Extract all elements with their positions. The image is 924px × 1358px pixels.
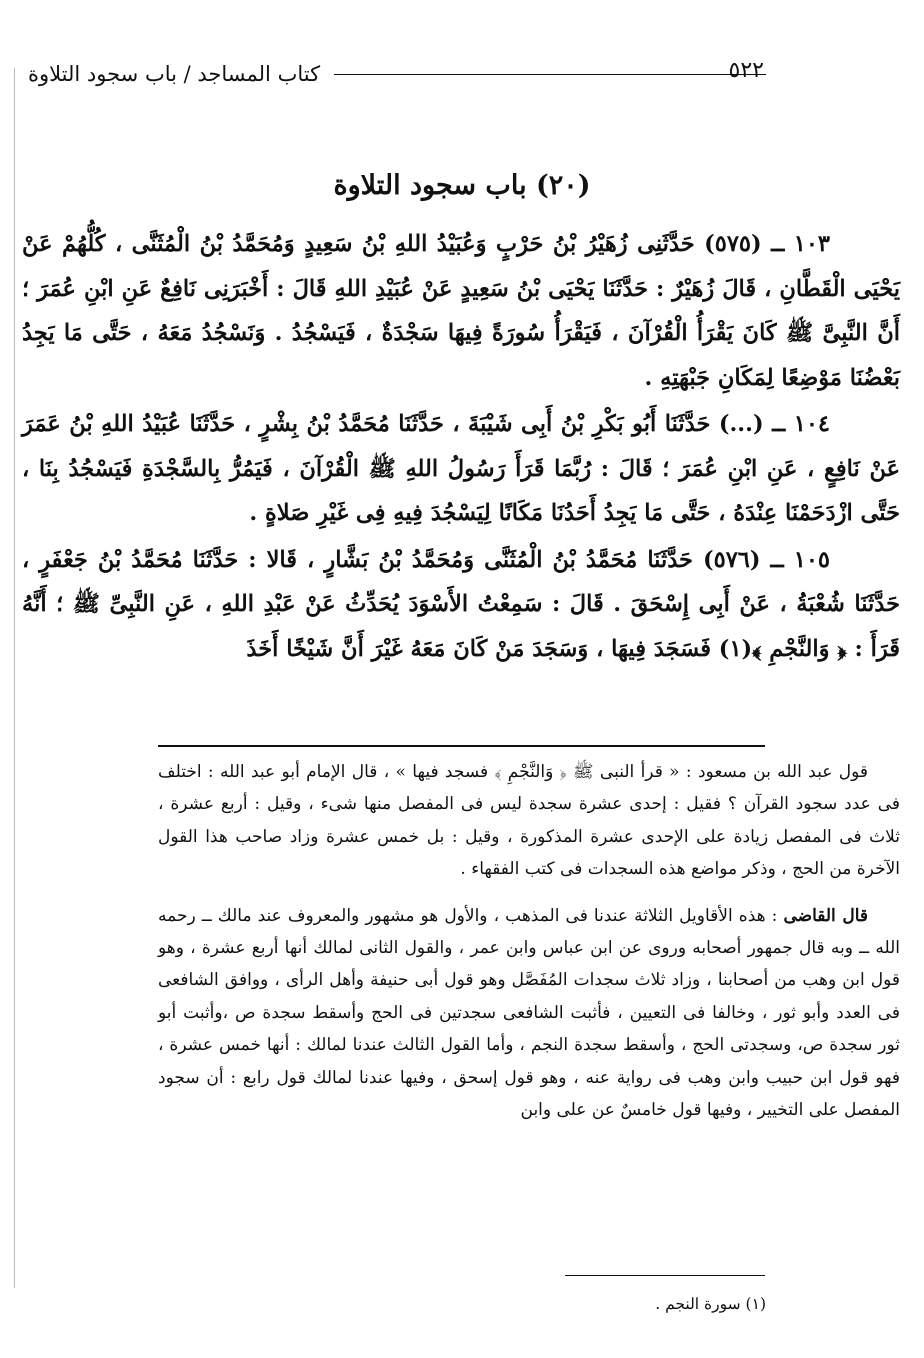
footnote: (١) سورة النجم . xyxy=(655,1295,766,1313)
hadith-104: ١٠٤ ــ (...) حَدَّثَنَا أَبُو بَكْرِ بْنُ أَبِى شَيْبَةَ ، حَدَّثَنَا مُحَمَّدُ بْنُ بِشْرٍ ، حَدَّثَنَا عُبَيْدُ اللهِ بْنُ عَمَرَ عَنْ نَافِعٍ ، عَنِ ابْنِ عُمَرَ ؛ قَالَ : رُبَّمَا قَرَأَ رَسُولُ اللهِ ﷺ الْقُرْآنَ ، فَيَمُرُّ بِالسَّجْدَةِ فَيَسْجُدُ بِنَا ، حَتَّى ازْدَحَمْنَا عِنْدَهُ ، حَتَّى مَا يَجِدُ أَحَدُنَا مَكَانًا لِيَسْجُدَ فِيهِ فِى غَيْرِ صَلاةٍ . xyxy=(22,411,900,526)
hadith-103: ١٠٣ ــ (٥٧٥) حَدَّثَنِى زُهَيْرُ بْنُ حَرْبٍ وَعُبَيْدُ اللهِ بْنُ سَعِيدٍ وَمُحَمَّدُ بْنُ الْمُثَنَّى ، كُلُّهُمْ عَنْ يَحْيَى الْقَطَّانِ ، قَالَ زُهَيْرٌ : حَدَّثَنَا يَحْيَى بْنُ سَعِيدٍ عَنْ عُبَيْدِ اللهِ قَالَ : أَخْبَرَنِى نَافِعٌ عَنِ ابْنِ عُمَرَ ؛ أَنَّ النَّبِىَّ ﷺ كَانَ يَقْرَأُ الْقُرْآنَ ، فَيَقْرَأُ سُورَةً فِيهَا سَجْدَةٌ ، فَيَسْجُدُ . وَنَسْجُدُ مَعَهُ ، حَتَّى مَا يَجِدُ بَعْضُنَا مَوْضِعًا لِمَكَانِ جَبْهَتِهِ . xyxy=(22,231,900,391)
chapter-title: (٢٠) باب سجود التلاوة xyxy=(333,170,591,201)
running-header xyxy=(28,54,766,94)
commentary-paragraph xyxy=(158,756,900,886)
commentary-lead: قال القاضى xyxy=(783,905,869,926)
hadith-text-block xyxy=(22,222,900,671)
commentary-text: قول عبد الله بن مسعود : « قرأ النبى ﷺ ﴿ وَالنَّجْمِ ﴾ فسجد فيها » ، قال الإمام أبو عبد الله : اختلف فى عدد سجود القرآن ؟ فقيل : إحدى عشرة سجدة ليس فى المفصل منها شىء ، وقيل : أربع عشرة ، ثلاث فى المفصل زيادة على الإحدى عشرة المذكورة ، وقيل : بل خمس عشرة وزاد صاحب هذا القول الآخرة من الحج ، وذكر مواضع هذه السجدات فى كتب الفقهاء . xyxy=(158,762,900,880)
commentary-block xyxy=(158,756,900,1140)
commentary-text: : هذه الأقاويل الثلاثة عندنا فى المذهب ، والأول هو مشهور والمعروف عند مالك ــ رحمه الله ــ وبه قال جمهور أصحابه وروى عن ابن عباس وابن عمر ، والقول الثانى لمالك أنها أربع عشرة ، وهو قول ابن وهب من أصحابنا ، وزاد ثلاث سجدات المُفَصَّل وهو قول أبى حنيفة وأهل الرأى ، ووافق الشافعى فى العدد وأبو ثور ، وخالفا فى التعيين ، فأثبت الشافعى سجدتين فى الحج وأسقط سجدة ص ،وأثبت أبو ثور سجدة ص، وسجدتى الحج ، وأسقط سجدة النجم ، وأما القول الثالث عندنا لمالك : أنها خمس عشرة ، فهو قول ابن حبيب وابن وهب فى رواية عنه ، وهو قول إسحق ، وفيها عندنا لمالك قول رابع : أن سجود المفصل على التخيير ، وفيها قول خامسٌ عن على وابن xyxy=(158,905,900,1121)
commentary-separator xyxy=(158,745,765,747)
footnote-separator xyxy=(565,1275,765,1276)
page-edge-line xyxy=(14,68,15,1288)
page-number: ٥٢٢ xyxy=(728,58,764,83)
commentary-paragraph xyxy=(158,900,900,1127)
header-rule xyxy=(334,74,766,75)
hadith-105: ١٠٥ ــ (٥٧٦) حَدَّثَنَا مُحَمَّدُ بْنُ الْمُثَنَّى وَمُحَمَّدُ بْنُ بَشَّارٍ ، قَالا : حَدَّثَنَا مُحَمَّدُ بْنُ جَعْفَرٍ ، حَدَّثَنَا شُعْبَةُ ، عَنْ أَبِى إِسْحَقَ . قَالَ : سَمِعْتُ الأَسْوَدَ يُحَدِّثُ عَنْ عَبْدِ اللهِ ، عَنِ النَّبِىِّ ﷺ ؛ أَنَّهُ قَرَأَ : ﴿ وَالنَّجْمِ ﴾(١) فَسَجَدَ فِيهَا ، وَسَجَدَ مَنْ كَانَ مَعَهُ غَيْرَ أَنَّ شَيْخًا أَخَذَ xyxy=(22,546,900,662)
running-title: كتاب المساجد / باب سجود التلاوة xyxy=(28,62,321,86)
